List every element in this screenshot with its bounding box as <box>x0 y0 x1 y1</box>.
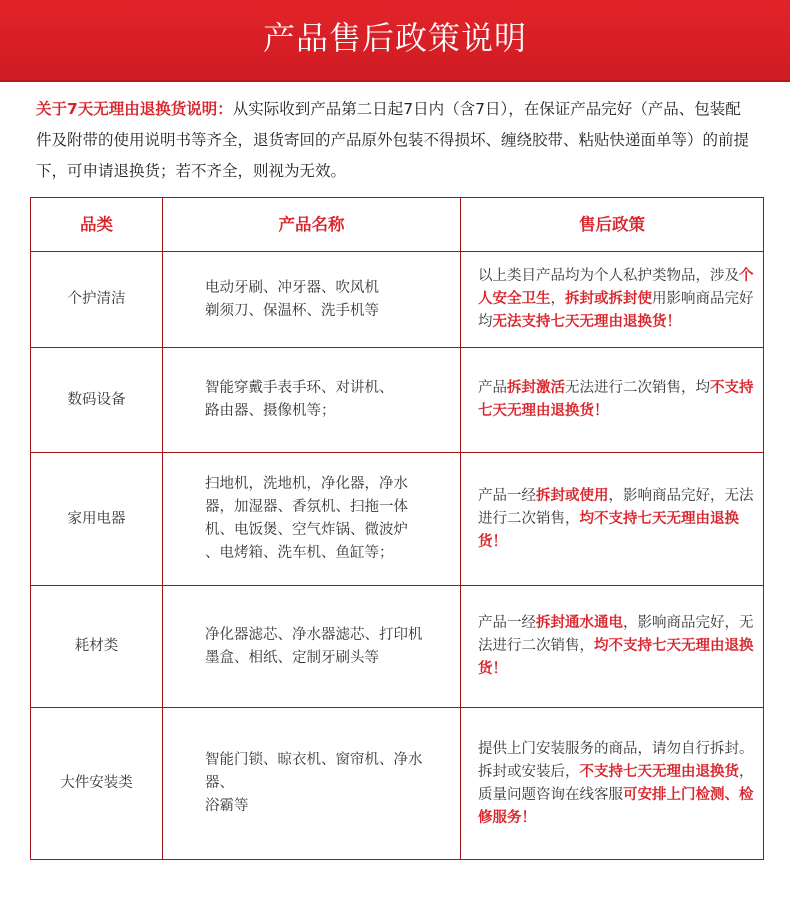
title-banner <box>0 0 790 82</box>
policy-text: 以上类目产品均为个人私护类物品，涉及 <box>478 268 739 284</box>
policy-highlight: 拆封激活 <box>507 380 565 396</box>
product-line: 扫地机，洗地机，净化器，净水 <box>205 476 408 492</box>
product-line: 机、电饭煲、空气炸锅、微波炉 <box>205 522 408 538</box>
product-line: 智能门锁、晾衣机、窗帘机、净水器、 <box>205 752 423 791</box>
category-cell: 个护清洁 <box>31 252 163 348</box>
table-header-row <box>31 198 764 252</box>
policy-highlight: 可安排上门检测、检修服务！ <box>478 786 754 826</box>
product-names-cell <box>163 348 461 453</box>
product-line: 墨盒、相纸、定制牙刷头等 <box>205 649 379 666</box>
policy-highlight: 拆封或使用 <box>536 487 609 504</box>
policy-text: ，影响商品完好，无法进行二次销售， <box>478 487 754 527</box>
policy-text: 提供上门安装服务的商品，请勿自行拆封。拆封或安装后， <box>478 740 754 780</box>
policy-highlight: 不支持七天无理由退换货！ <box>478 380 754 419</box>
product-line: 路由器、摄像机等； <box>205 403 336 419</box>
policy-highlight: 均不支持七天无理由退换货！ <box>478 510 739 550</box>
header-product: 产品名称 <box>163 198 461 252</box>
product-names-cell <box>163 252 461 348</box>
policy-cell <box>461 586 764 708</box>
category-cell: 家用电器 <box>31 453 163 586</box>
policy-cell <box>461 252 764 348</box>
category-cell: 数码设备 <box>31 348 163 453</box>
product-names-cell <box>163 586 461 708</box>
policy-highlight: 拆封通水通电 <box>536 615 623 631</box>
policy-cell <box>461 453 764 586</box>
table-row <box>31 453 764 586</box>
product-names-cell <box>163 708 461 860</box>
table-row <box>31 252 764 348</box>
policy-text: ，质量问题咨询在线客服 <box>478 763 754 803</box>
product-names-cell <box>163 453 461 586</box>
policy-text: ，影响商品完好，无法进行二次销售， <box>478 615 754 654</box>
policy-highlight: 个人安全卫生 <box>478 268 754 307</box>
policy-text: ， <box>550 291 565 307</box>
intro-lead: 关于7天无理由退换货说明： <box>36 100 233 118</box>
return-policy-intro <box>36 94 756 187</box>
header-policy: 售后政策 <box>461 198 764 252</box>
product-line: 净化器滤芯、净水器滤芯、打印机 <box>205 626 423 643</box>
product-line: 剃须刀、保温杯、洗手机等 <box>205 302 379 319</box>
category-cell: 大件安装类 <box>31 708 163 860</box>
policy-highlight: 无法支持七天无理由退换货！ <box>492 314 681 330</box>
policy-cell <box>461 708 764 860</box>
product-line: 、电烤箱、洗车机、鱼缸等； <box>205 545 394 561</box>
policy-text: 无法进行二次销售，均 <box>565 380 710 396</box>
policy-text: 用影响商品完好均 <box>478 291 754 330</box>
product-line: 浴霸等 <box>205 798 249 814</box>
policy-text: 产品 <box>478 380 507 396</box>
after-sales-policy-table <box>30 197 764 860</box>
table-row <box>31 348 764 453</box>
policy-text: 产品一经 <box>478 487 536 504</box>
intro-text: 从实际收到产品第二日起7日内（含7日），在保证产品完好（产品、包装配件及附带的使用说明书等齐全，退货寄回的产品原外包装不得损坏、缠绕胶带、粘贴快递面单等）的前提下，可申请退换货；若不齐全，则视为无效。 <box>36 100 750 180</box>
product-line: 智能穿戴手表手环、对讲机、 <box>205 380 394 396</box>
product-line: 电动牙刷、冲牙器、吹风机 <box>205 279 379 296</box>
header-category: 品类 <box>31 198 163 252</box>
table-row <box>31 586 764 708</box>
policy-text: 产品一经 <box>478 615 536 631</box>
page-title: 产品售后政策说明 <box>262 19 527 57</box>
category-cell: 耗材类 <box>31 586 163 708</box>
product-line: 器，加湿器、香氛机、扫拖一体 <box>205 499 408 515</box>
table-row <box>31 708 764 860</box>
policy-highlight: 均不支持七天无理由退换货！ <box>478 638 754 677</box>
policy-highlight: 不支持七天无理由退换货 <box>579 763 739 780</box>
policy-cell <box>461 348 764 453</box>
policy-highlight: 拆封或拆封使 <box>565 291 652 307</box>
